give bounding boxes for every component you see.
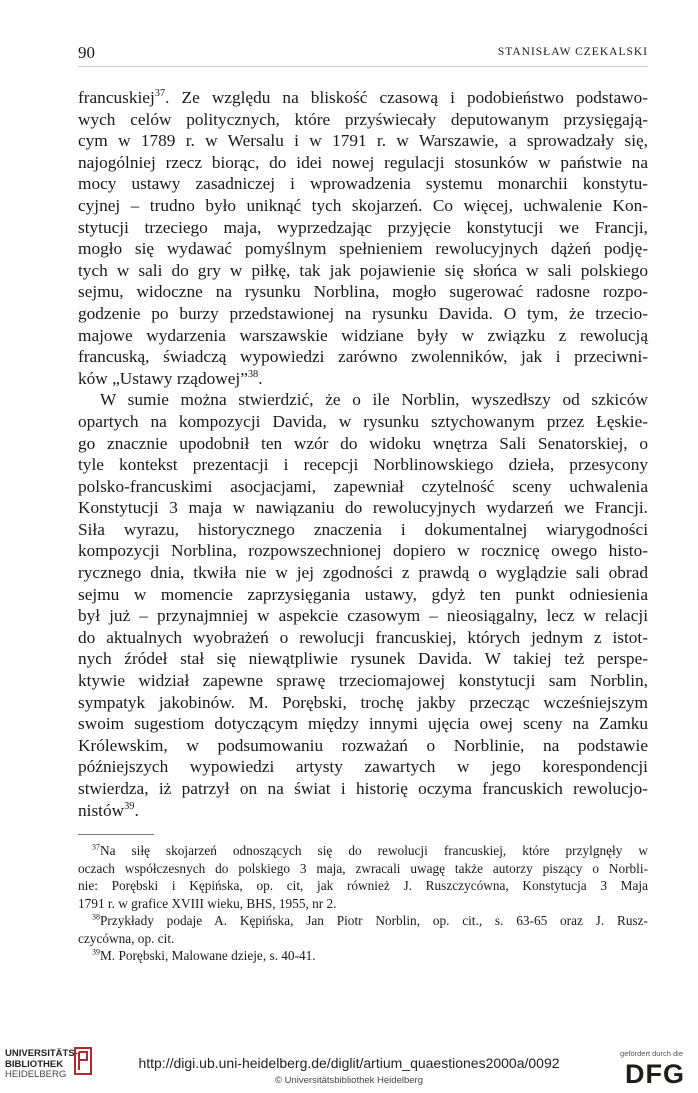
footnote-text: Na siłę skojarzeń odnoszących się do rewolucji francuskiej, które przylgnęły w	[99, 843, 648, 858]
page-footer	[0, 1042, 698, 1093]
footnote-number: 38	[92, 912, 100, 922]
text-line-segment: mocy ustawy zasadniczej i wprowadzenia systemu monarchii konstytu-	[78, 174, 648, 194]
text-line-segment: francuskiej	[78, 88, 155, 107]
text-line	[78, 476, 648, 498]
text-line	[78, 800, 648, 822]
text-line-segment: nych źródeł stał się niewątpliwie rysunek Davida. W takiej też perspe-	[78, 649, 648, 669]
text-line-segment: swoim sugestiom dotyczącym między innymi ujęcia owej sceny na Zamku	[78, 714, 648, 734]
text-line-segment: wych celów politycznych, które przyświecały deputowanym przysięgają-	[78, 109, 648, 129]
text-line-segment: . Ze względu na bliskość czasową i podobieństwo podstawo-	[165, 88, 648, 107]
text-line	[78, 173, 648, 195]
text-line	[78, 368, 648, 390]
text-line	[78, 281, 648, 303]
text-line-segment: kompozycji Norblina, rozpowszechnionej dopiero w rocznicę owego histo-	[78, 541, 648, 561]
text-line-segment: cyjnej – trudno było uniknąć tych skojarzeń. Co więcej, uchwalenie Kon-	[78, 195, 648, 215]
text-line	[78, 756, 648, 778]
text-line	[78, 411, 648, 433]
footnote-line	[78, 842, 648, 860]
text-line	[78, 519, 648, 541]
text-line-segment: nistów	[78, 800, 125, 820]
dfg-logo[interactable]: DFG	[625, 1059, 685, 1089]
text-line-segment: ktywie widział zapewne sprawę trzeciomajowej konstytucji sam Norblin,	[78, 671, 648, 691]
text-line	[78, 605, 648, 627]
text-line-segment: tych w sali do gry w piłkę, tak jak pojawienie się słońca w sali polskiego	[78, 260, 648, 280]
funding-note: gefördert durch die	[620, 1049, 683, 1058]
text-line-segment: .	[134, 800, 139, 820]
text-line	[78, 735, 648, 757]
footnote-text: nie: Porębski i Kępińska, op. cit, jak również J. Ruszczycówna, Konstytucja 3 Maja	[78, 878, 648, 893]
text-line	[78, 433, 648, 455]
footnotes	[78, 842, 648, 965]
text-line-segment: sympatyk jakobinów. M. Porębski, trochę jakby przecząc wcześniejszym	[78, 692, 648, 712]
footnote-reference: 38	[247, 368, 259, 380]
text-line	[78, 325, 648, 347]
text-line-segment: najogólniej rzecz biorąc, do idei nowej regulacji stosunków w państwie na	[78, 152, 648, 172]
text-line	[78, 584, 648, 606]
footnote-text: oczach współczesnych do polskiego 3 maja, zwracali uwagę także autorzy piszący o Norbli-	[78, 860, 648, 876]
copyright-note: © Universitätsbibliothek Heidelberg	[275, 1075, 423, 1086]
footnote-text: czycówna, op. cit.	[78, 930, 175, 946]
text-line-segment: opartych na kompozycji Davida, w rysunku sztychowanym przez Łęskie-	[78, 411, 648, 431]
footnote-line	[78, 860, 648, 878]
footnote-line	[78, 930, 648, 948]
page-number: 90	[78, 43, 95, 62]
header-rule	[78, 66, 648, 67]
text-line-segment: tyle kontekst prezentacji i recepcji Norblinowskiego dzieła, przesycony	[78, 455, 648, 475]
text-line-segment: Siła wyrazu, historycznego znaczenia i dokumentalnej wiarygodności	[78, 519, 648, 539]
text-line-segment: .	[258, 368, 263, 388]
text-line-segment: sejmu, widoczne na rysunku Norblina, mogło sugerować radosne rozpo-	[78, 282, 648, 302]
text-line	[78, 260, 648, 282]
text-line	[78, 454, 648, 476]
footnote-text: Przykłady podaje A. Kępińska, Jan Piotr Norblin, op. cit., s. 63-65 oraz J. Rusz-	[99, 913, 648, 928]
text-line-segment: godzenie po burzy przedstawionej na rysunku Davida. O tym, że trzecio-	[78, 303, 648, 323]
text-line	[78, 109, 648, 131]
text-line-segment: Konstytucji 3 maja w nawiązaniu do rewolucyjnych wydarzeń we Francji.	[78, 498, 648, 518]
text-line	[78, 217, 648, 239]
text-line	[78, 130, 648, 152]
footnote-line	[78, 947, 648, 965]
footnote-number: 37	[92, 842, 100, 852]
footnote-line	[78, 877, 648, 895]
text-line	[78, 152, 648, 174]
text-line-segment: stwierdza, iż patrzył on na świat i historię oczyma francuskich rewolucjo-	[78, 779, 648, 798]
text-line	[78, 778, 648, 800]
text-line-segment: do aktualnych wyobrażeń o rewolucji francuskiej, których jednym z istot-	[78, 627, 648, 647]
text-line	[78, 670, 648, 692]
text-line	[78, 562, 648, 584]
text-line-segment: majowe wydarzenia warszawskie widziane były w związku z rewolucją	[78, 325, 648, 345]
text-line-segment: późniejszych wypowiedzi artysty zawartych w jego korespondencji	[78, 757, 648, 777]
text-line-segment: francuską, świadczą wypowiedzi zarówno zwolenników, jak i przeciwni-	[78, 347, 648, 367]
text-line	[78, 238, 648, 260]
text-line	[78, 195, 648, 217]
text-line-segment: był już – przynajmniej w aspekcie czasowym – nieosiągalny, lecz w relacji	[78, 606, 648, 626]
text-line-segment: cym w 1789 r. w Wersalu i w 1791 r. w Warszawie, a sprowadzały się,	[78, 131, 648, 151]
footnote-line	[78, 912, 648, 930]
text-line	[78, 303, 648, 325]
footnote-reference: 37	[154, 88, 166, 100]
text-line-segment: Królewskim, w podsumowaniu rozważań o Norblinie, na podstawie	[78, 735, 648, 755]
library-logo-line: HEIDELBERG	[5, 1069, 67, 1080]
text-line-segment: polsko-francuskimi asocjacjami, zapewniał czytelność sceny uchwalenia	[78, 476, 648, 496]
text-line	[78, 389, 648, 411]
text-line	[78, 648, 648, 670]
footnote-line	[78, 895, 648, 913]
text-line-segment: rycznego dnia, tkwiła nie w jej zgodności z prawdą o wyglądzie sali obrad	[78, 563, 648, 583]
running-head: STANISŁAW CZEKALSKI	[497, 46, 648, 58]
text-line-segment: go znacznie upodobnił ten wzór do widoku wnętrza Sali Senatorskiej, o	[78, 433, 648, 453]
text-line-segment: mogło się wydawać pomyślnym spełnieniem rewolucyjnych dążeń podję-	[78, 239, 648, 259]
library-logo-line: BIBLIOTHEK	[5, 1058, 64, 1070]
library-logo-line: UNIVERSITÄTS-	[5, 1048, 78, 1059]
text-line	[78, 627, 648, 649]
body-text	[78, 87, 648, 821]
text-line	[78, 713, 648, 735]
text-line-segment: ków „Ustawy rządowej”	[78, 368, 248, 388]
text-line	[78, 540, 648, 562]
text-line	[78, 497, 648, 519]
permalink-url[interactable]: http://digi.ub.uni-heidelberg.de/diglit/artium_quaestiones2000a/0092	[138, 1055, 560, 1071]
text-line-segment: W sumie można stwierdzić, że o ile Norblin, wyszedłszy od szkiców	[100, 390, 648, 410]
text-line	[78, 87, 648, 109]
text-line-segment: sejmu w momencie zaprzysięgania ustawy, gdyż ten punkt odniesienia	[78, 584, 648, 604]
text-line-segment: stytucji trzeciego maja, wyprzedzając przyjęcie konstytucji we Francji,	[78, 217, 648, 237]
footnote-rule	[78, 834, 154, 835]
footnote-text: 1791 r. w grafice XVIII wieku, BHS, 1955, nr 2.	[78, 895, 337, 911]
footnote-text: M. Porębski, Malowane dzieje, s. 40-41.	[99, 948, 316, 963]
text-line	[78, 692, 648, 714]
footnote-number: 39	[92, 947, 100, 957]
footnote-reference: 39	[124, 800, 135, 812]
text-line	[78, 346, 648, 368]
